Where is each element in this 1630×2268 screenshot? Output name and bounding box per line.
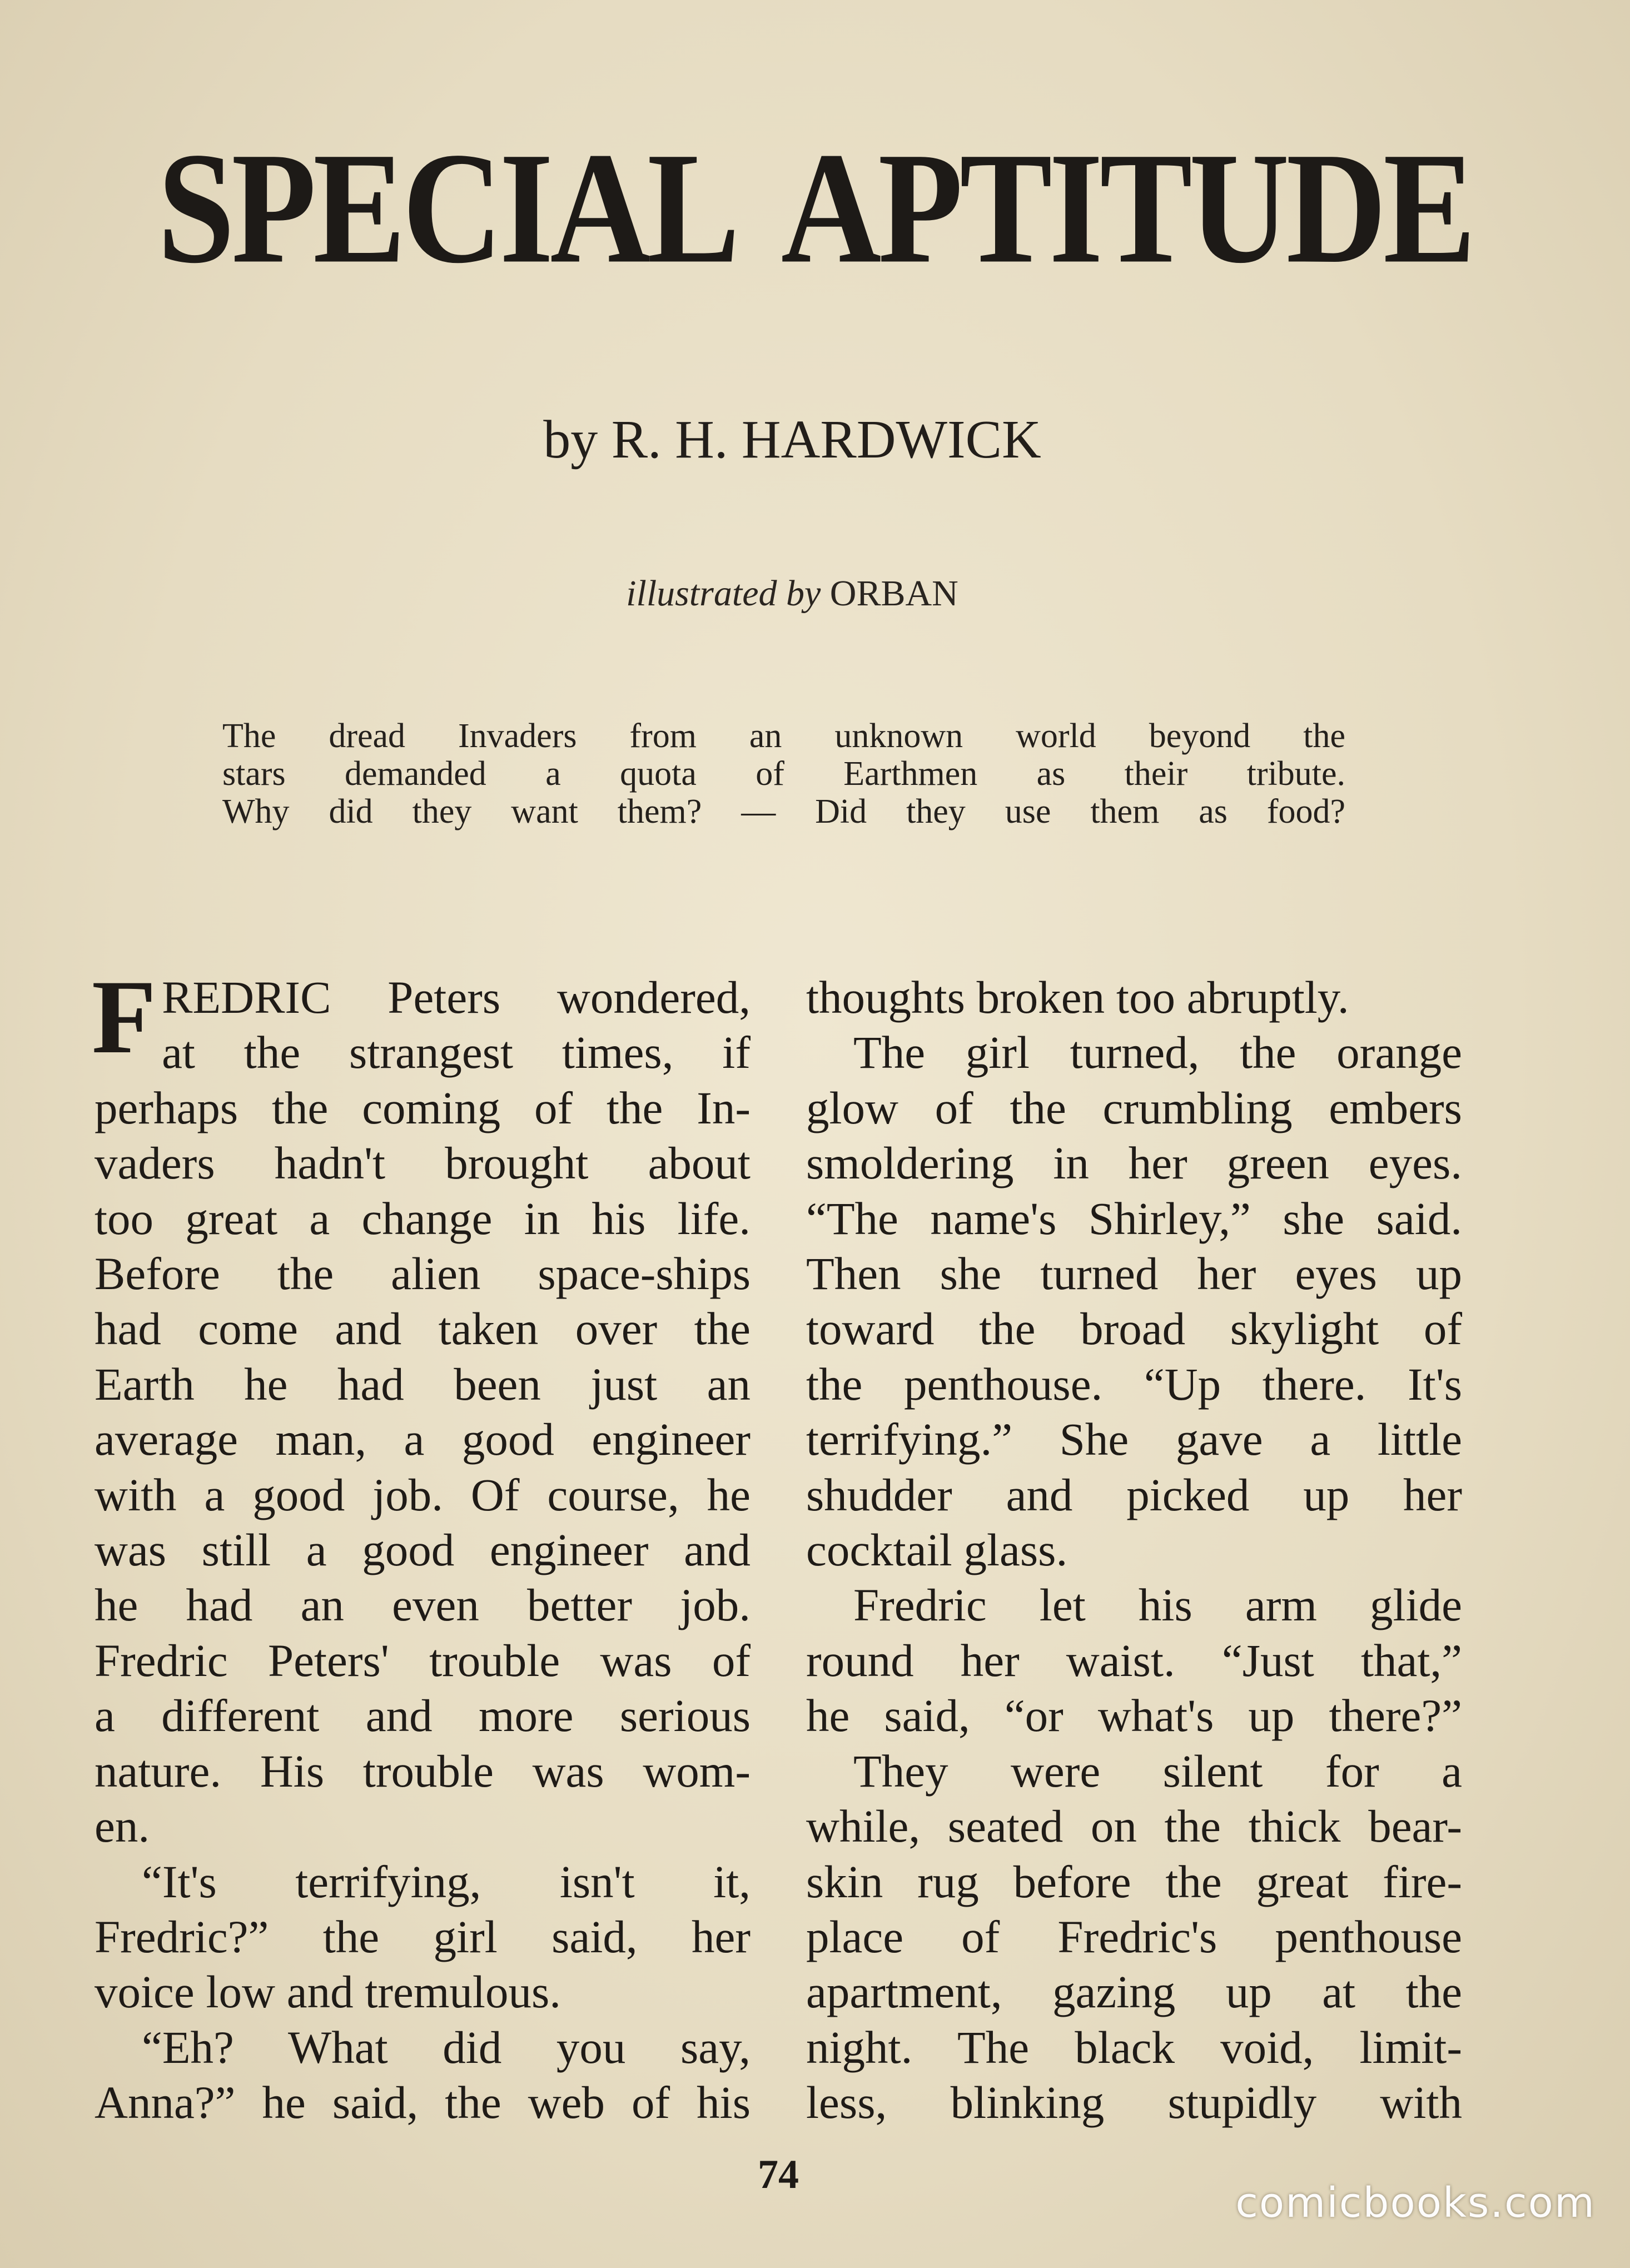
text-line: REDRIC Peters wondered,	[162, 972, 751, 1023]
text-line: thoughts broken too abruptly.	[806, 972, 1349, 1023]
text-line: place of Fredric's penthouse	[806, 1911, 1462, 1962]
text-line: too great a change in his life.	[95, 1192, 751, 1244]
text-line: at the strangest times, if	[162, 1027, 751, 1078]
text-line: Fredric let his arm glide	[853, 1579, 1462, 1631]
blurb-line: Why did they want them? — Did they use them as food?	[222, 793, 1345, 830]
text-line: cocktail glass.	[806, 1524, 1068, 1576]
text-line: with a good job. Of course, he	[95, 1469, 751, 1520]
left-column	[92, 959, 751, 2131]
text-line: en.	[95, 1801, 150, 1852]
text-line: he had an even better job.	[95, 1579, 751, 1631]
text-line: Before the alien space-ships	[95, 1248, 751, 1300]
story-title	[0, 120, 1630, 297]
author-byline: by R. H. HARDWICK	[543, 410, 1041, 470]
text-line: smoldering in her green eyes.	[806, 1137, 1462, 1189]
text-line: was still a good engineer and	[95, 1524, 751, 1576]
text-line: Fredric Peters' trouble was of	[95, 1634, 751, 1686]
title-word-1: SPECIAL	[157, 120, 737, 297]
text-line: nature. His trouble was wom-	[95, 1745, 751, 1797]
text-line: he said, “or what's up there?”	[806, 1690, 1462, 1742]
text-line: a different and more serious	[95, 1690, 751, 1742]
text-line: while, seated on the thick bear-	[806, 1801, 1462, 1852]
text-line: glow of the crumbling embers	[806, 1082, 1462, 1133]
text-line: They were silent for a	[853, 1745, 1462, 1797]
text-line: Fredric?” the girl said, her	[95, 1911, 751, 1962]
story-blurb	[222, 717, 1345, 830]
blurb-line: stars demanded a quota of Earthmen as their tribute.	[222, 755, 1345, 793]
text-line: “Eh? What did you say,	[142, 2021, 751, 2073]
page-number: 74	[758, 2152, 799, 2197]
text-line: round her waist. “Just that,”	[806, 1634, 1462, 1686]
text-line: less, blinking stupidly with	[806, 2077, 1462, 2128]
text-line: terrifying.” She gave a little	[806, 1414, 1462, 1465]
illustrator-credit	[0, 573, 1584, 615]
text-line: Then she turned her eyes up	[806, 1248, 1462, 1300]
text-line: skin rug before the great fire-	[806, 1856, 1462, 1907]
text-line: “It's terrifying, isn't it,	[142, 1856, 751, 1907]
illustrated-by-label: illustrated by	[626, 573, 821, 614]
title-word-2: APTITUDE	[781, 120, 1473, 297]
text-line: average man, a good engineer	[95, 1414, 751, 1465]
drop-cap: F	[92, 959, 157, 1076]
text-line: night. The black void, limit-	[806, 2021, 1462, 2073]
text-line: The girl turned, the orange	[853, 1027, 1462, 1078]
right-column	[806, 970, 1462, 2131]
text-line: had come and taken over the	[95, 1303, 751, 1355]
text-line: toward the broad skylight of	[806, 1303, 1462, 1355]
text-line: vaders hadn't brought about	[95, 1137, 751, 1189]
text-line: voice low and tremulous.	[95, 1966, 561, 2018]
illustrator-name: ORBAN	[829, 573, 958, 614]
text-line: shudder and picked up her	[806, 1469, 1462, 1520]
text-line: Earth he had been just an	[95, 1358, 751, 1410]
text-line: perhaps the coming of the In-	[95, 1082, 751, 1133]
text-line: apartment, gazing up at the	[806, 1966, 1462, 2018]
text-line: “The name's Shirley,” she said.	[806, 1192, 1462, 1244]
site-watermark: comicbooks.com	[1235, 2179, 1596, 2227]
text-line: the penthouse. “Up there. It's	[806, 1358, 1462, 1410]
text-line: Anna?” he said, the web of his	[95, 2077, 751, 2128]
blurb-line: The dread Invaders from an unknown world beyond the	[222, 717, 1345, 755]
